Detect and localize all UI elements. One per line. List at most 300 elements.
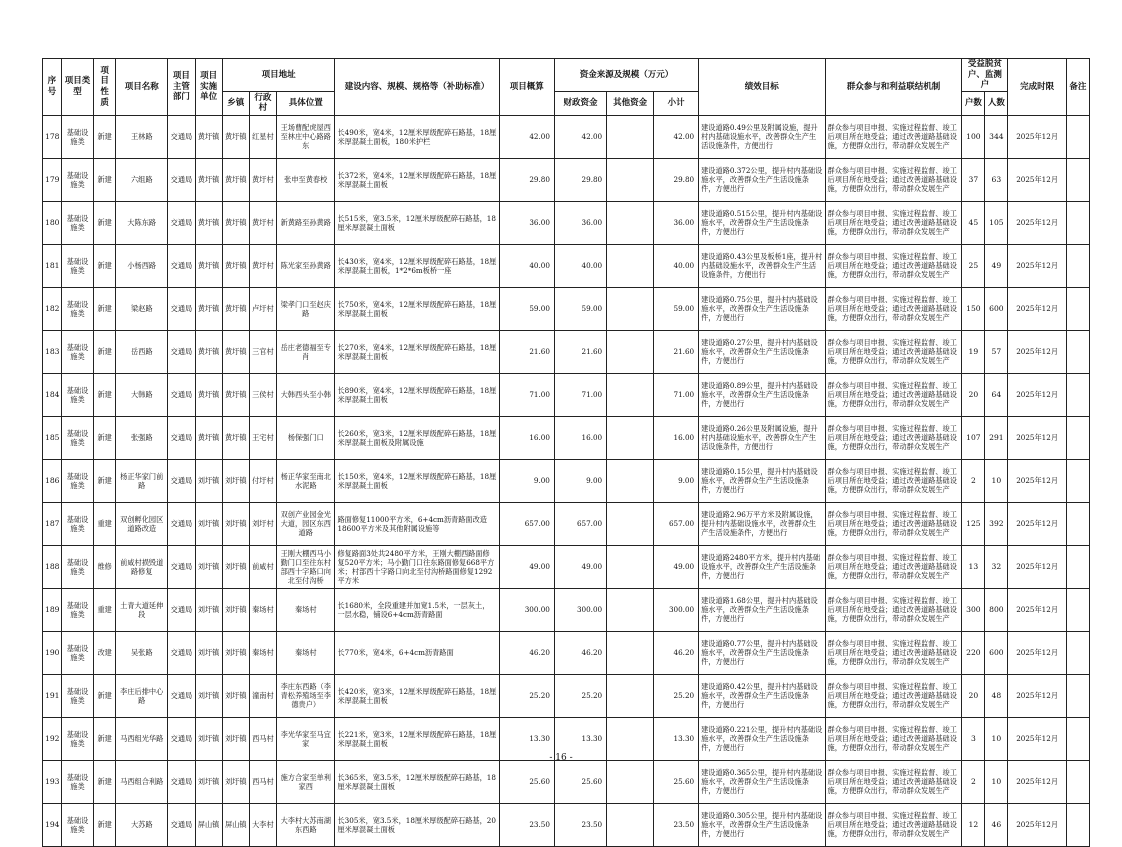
cell-town: 黄圩镇 xyxy=(222,416,249,459)
cell-people: 49 xyxy=(985,244,1008,287)
cell-seq: 180 xyxy=(43,201,62,244)
col-name: 项目名称 xyxy=(116,59,168,116)
cell-nature: 新建 xyxy=(94,244,116,287)
cell-people: 48 xyxy=(985,674,1008,717)
cell-goal: 建设道路0.77公里，提升村内基础设施水平，改善群众生产生活设施条件，方便出行 xyxy=(699,631,825,674)
cell-people: 32 xyxy=(985,545,1008,588)
cell-name: 李庄后排中心路 xyxy=(116,674,168,717)
cell-town: 刘圩镇 xyxy=(222,588,249,631)
table-row xyxy=(43,201,1090,244)
cell-dept: 交通局 xyxy=(168,588,195,631)
cell-mechanism: 群众参与项目申报、实施过程监督、竣工后项目所在地受益；通过改善道路基础设施，方便群众出行，带动群众发展生产 xyxy=(825,459,962,502)
cell-budget: 71.00 xyxy=(499,373,554,416)
cell-village: 前咸村 xyxy=(249,545,276,588)
cell-completion: 2025年12月 xyxy=(1008,502,1067,545)
cell-town: 刘圩镇 xyxy=(222,459,249,502)
cell-goal: 建设道路0.515公里，提升村内基础设施水平，改善群众生产生活设施条件，方便出行 xyxy=(699,201,825,244)
cell-goal: 建设道路0.42公里，提升村内基础设施水平，改善群众生产生活设施条件，方便出行 xyxy=(699,674,825,717)
cell-remark xyxy=(1066,674,1089,717)
table-row xyxy=(43,502,1090,545)
cell-mechanism: 群众参与项目申报、实施过程监督、竣工后项目所在地受益；通过改善道路基础设施，方便群众出行，带动群众发展生产 xyxy=(825,115,962,158)
cell-town: 黄圩镇 xyxy=(222,158,249,201)
cell-impl: 刘圩镇 xyxy=(195,674,222,717)
cell-other xyxy=(607,674,654,717)
cell-village: 付圩村 xyxy=(249,459,276,502)
cell-village: 潼南村 xyxy=(249,674,276,717)
cell-households: 3 xyxy=(962,717,985,760)
table-row xyxy=(43,803,1090,846)
col-goal: 绩效目标 xyxy=(699,59,825,116)
cell-town: 刘圩镇 xyxy=(222,545,249,588)
col-completion: 完成时限 xyxy=(1008,59,1067,116)
cell-other xyxy=(607,760,654,803)
col-other: 其他资金 xyxy=(607,91,654,115)
cell-other xyxy=(607,287,654,330)
cell-households: 12 xyxy=(962,803,985,846)
cell-nature: 新建 xyxy=(94,201,116,244)
cell-households: 220 xyxy=(962,631,985,674)
col-address: 项目地址 xyxy=(222,59,335,92)
cell-other xyxy=(607,803,654,846)
cell-nature: 维修 xyxy=(94,545,116,588)
cell-other xyxy=(607,545,654,588)
cell-households: 100 xyxy=(962,115,985,158)
cell-subtotal: 46.20 xyxy=(654,631,699,674)
cell-village: 西马村 xyxy=(249,760,276,803)
cell-budget: 300.00 xyxy=(499,588,554,631)
cell-households: 150 xyxy=(962,287,985,330)
cell-content: 长150米，宽4米，12厘米厚级配碎石路基，18厘米厚混凝土面板 xyxy=(335,459,499,502)
cell-location: 岳庄老德福至专肖 xyxy=(276,330,335,373)
table-row xyxy=(43,244,1090,287)
cell-remark xyxy=(1066,287,1089,330)
cell-dept: 交通局 xyxy=(168,631,195,674)
cell-other xyxy=(607,502,654,545)
cell-people: 291 xyxy=(985,416,1008,459)
cell-completion: 2025年12月 xyxy=(1008,416,1067,459)
cell-content: 长1680米，全段重建并加宽1.5米，一层灰土，一层水稳，铺设6+4cm沥青路面 xyxy=(335,588,499,631)
cell-completion: 2025年12月 xyxy=(1008,201,1067,244)
cell-dept: 交通局 xyxy=(168,244,195,287)
cell-nature: 新建 xyxy=(94,287,116,330)
cell-type: 基础设施类 xyxy=(61,803,93,846)
cell-type: 基础设施类 xyxy=(61,502,93,545)
cell-people: 46 xyxy=(985,803,1008,846)
cell-subtotal: 21.60 xyxy=(654,330,699,373)
cell-nature: 新建 xyxy=(94,459,116,502)
cell-nature: 新建 xyxy=(94,674,116,717)
cell-town: 刘圩镇 xyxy=(222,760,249,803)
cell-dept: 交通局 xyxy=(168,416,195,459)
cell-impl: 刘圩镇 xyxy=(195,631,222,674)
cell-location: 王刚大棚西马小勤门口至往东村部西十字路口向北至付沟桥 xyxy=(276,545,335,588)
cell-people: 57 xyxy=(985,330,1008,373)
cell-goal: 建设道路1.68公里，提升村内基础设施水平，改善群众生产生活设施条件，方便出行 xyxy=(699,588,825,631)
cell-subtotal: 657.00 xyxy=(654,502,699,545)
table-row xyxy=(43,373,1090,416)
cell-fiscal: 59.00 xyxy=(554,287,606,330)
cell-subtotal: 29.80 xyxy=(654,158,699,201)
cell-goal: 建设道路0.49公里及附属设施，提升村内基础设施水平，改善群众生产生活设施条件，方便出行 xyxy=(699,115,825,158)
cell-mechanism: 群众参与项目申报、实施过程监督、竣工后项目所在地受益；通过改善道路基础设施，方便群众出行，带动群众发展生产 xyxy=(825,158,962,201)
cell-type: 基础设施类 xyxy=(61,717,93,760)
table-row xyxy=(43,631,1090,674)
cell-town: 黄圩镇 xyxy=(222,115,249,158)
table-row xyxy=(43,287,1090,330)
cell-seq: 192 xyxy=(43,717,62,760)
cell-remark xyxy=(1066,201,1089,244)
cell-other xyxy=(607,416,654,459)
cell-budget: 49.00 xyxy=(499,545,554,588)
cell-fiscal: 300.00 xyxy=(554,588,606,631)
cell-name: 岳西路 xyxy=(116,330,168,373)
cell-households: 37 xyxy=(962,158,985,201)
cell-goal: 建设道路0.365公里，提升村内基础设施水平，改善群众生产生活设施条件，方便出行 xyxy=(699,760,825,803)
cell-subtotal: 25.60 xyxy=(654,760,699,803)
col-beneficiary: 受益脱贫户、监测户 xyxy=(962,59,1008,92)
cell-goal: 建设道路2.96万平方米及附属设施，提升村内基础设施水平，改善群众生产生活设施条件，方便出行 xyxy=(699,502,825,545)
cell-seq: 191 xyxy=(43,674,62,717)
table-row xyxy=(43,158,1090,201)
cell-seq: 190 xyxy=(43,631,62,674)
cell-fiscal: 23.50 xyxy=(554,803,606,846)
cell-impl: 屏山镇 xyxy=(195,803,222,846)
cell-village: 三官村 xyxy=(249,330,276,373)
cell-dept: 交通局 xyxy=(168,760,195,803)
cell-name: 梁赵路 xyxy=(116,287,168,330)
cell-goal: 建设道路0.15公里，提升村内基础设施水平，改善群众生产生活设施条件，方便出行 xyxy=(699,459,825,502)
cell-people: 10 xyxy=(985,760,1008,803)
cell-name: 六组路 xyxy=(116,158,168,201)
cell-name: 前咸村损毁道路修复 xyxy=(116,545,168,588)
cell-mechanism: 群众参与项目申报、实施过程监督、竣工后项目所在地受益；通过改善道路基础设施，方便群众出行，带动群众发展生产 xyxy=(825,717,962,760)
cell-mechanism: 群众参与项目申报、实施过程监督、竣工后项目所在地受益；通过改善道路基础设施，方便群众出行，带动群众发展生产 xyxy=(825,201,962,244)
cell-content: 长305米，宽3.5米，18厘米厚级配碎石路基，20厘米厚混凝土面板 xyxy=(335,803,499,846)
cell-households: 125 xyxy=(962,502,985,545)
cell-mechanism: 群众参与项目申报、实施过程监督、竣工后项目所在地受益；通过改善道路基础设施，方便群众出行，带动群众发展生产 xyxy=(825,502,962,545)
cell-impl: 刘圩镇 xyxy=(195,760,222,803)
cell-mechanism: 群众参与项目申报、实施过程监督、竣工后项目所在地受益；通过改善道路基础设施，方便群众出行，带动群众发展生产 xyxy=(825,631,962,674)
cell-content: 修复路面3处共2480平方米，王刚大棚西路面修复520平方米；马小勤门口往东路面修复668平方米；村部西十字路口向北至付沟桥路面修复1292平方米 xyxy=(335,545,499,588)
col-village: 行政村 xyxy=(249,91,276,115)
cell-goal: 建设道路0.305公里，提升村内基础设施水平，改善群众生产生活设施条件，方便出行 xyxy=(699,803,825,846)
cell-goal: 建设道路0.27公里，提升村内基础设施水平，改善群众生产生活设施条件，方便出行 xyxy=(699,330,825,373)
cell-budget: 16.00 xyxy=(499,416,554,459)
cell-content: 长890米，宽4米，12厘米厚级配碎石路基，18厘米厚混凝土面板 xyxy=(335,373,499,416)
cell-nature: 新建 xyxy=(94,330,116,373)
cell-fiscal: 25.20 xyxy=(554,674,606,717)
cell-impl: 黄圩镇 xyxy=(195,373,222,416)
cell-seq: 185 xyxy=(43,416,62,459)
cell-dept: 交通局 xyxy=(168,502,195,545)
cell-town: 刘圩镇 xyxy=(222,631,249,674)
cell-impl: 刘圩镇 xyxy=(195,459,222,502)
cell-budget: 13.30 xyxy=(499,717,554,760)
cell-completion: 2025年12月 xyxy=(1008,373,1067,416)
cell-budget: 40.00 xyxy=(499,244,554,287)
cell-town: 刘圩镇 xyxy=(222,674,249,717)
cell-impl: 刘圩镇 xyxy=(195,588,222,631)
cell-content: 长260米，宽3米，12厘米厚级配碎石路基，18厘米厚混凝土面板及附属设施 xyxy=(335,416,499,459)
cell-households: 19 xyxy=(962,330,985,373)
cell-households: 20 xyxy=(962,674,985,717)
cell-goal: 建设道路0.221公里，提升村内基础设施水平，改善群众生产生活设施条件，方便出行 xyxy=(699,717,825,760)
cell-impl: 黄圩镇 xyxy=(195,330,222,373)
page-number: - 16 - xyxy=(549,753,573,763)
cell-town: 屏山镇 xyxy=(222,803,249,846)
cell-impl: 刘圩镇 xyxy=(195,502,222,545)
cell-subtotal: 36.00 xyxy=(654,201,699,244)
cell-location: 双创产业园金光大道，园区东西道路 xyxy=(276,502,335,545)
cell-mechanism: 群众参与项目申报、实施过程监督、竣工后项目所在地受益；通过改善道路基础设施，方便群众出行，带动群众发展生产 xyxy=(825,588,962,631)
cell-mechanism: 群众参与项目申报、实施过程监督、竣工后项目所在地受益；通过改善道路基础设施，方便群众出行，带动群众发展生产 xyxy=(825,373,962,416)
cell-completion: 2025年12月 xyxy=(1008,244,1067,287)
cell-name: 张强路 xyxy=(116,416,168,459)
cell-type: 基础设施类 xyxy=(61,201,93,244)
cell-budget: 42.00 xyxy=(499,115,554,158)
cell-households: 2 xyxy=(962,459,985,502)
cell-completion: 2025年12月 xyxy=(1008,330,1067,373)
cell-completion: 2025年12月 xyxy=(1008,674,1067,717)
cell-people: 10 xyxy=(985,717,1008,760)
cell-remark xyxy=(1066,760,1089,803)
cell-subtotal: 49.00 xyxy=(654,545,699,588)
cell-village: 王宅村 xyxy=(249,416,276,459)
cell-type: 基础设施类 xyxy=(61,459,93,502)
cell-people: 600 xyxy=(985,287,1008,330)
cell-remark xyxy=(1066,373,1089,416)
cell-remark xyxy=(1066,803,1089,846)
cell-goal: 建设道路0.89公里，提升村内基础设施水平，改善群众生产生活设施条件，方便出行 xyxy=(699,373,825,416)
cell-location: 大李村大苏南湖东西路 xyxy=(276,803,335,846)
cell-dept: 交通局 xyxy=(168,459,195,502)
cell-completion: 2025年12月 xyxy=(1008,287,1067,330)
cell-remark xyxy=(1066,416,1089,459)
cell-other xyxy=(607,201,654,244)
cell-content: 长221米，宽3米，12厘米厚级配碎石路基，18厘米厚混凝土面板 xyxy=(335,717,499,760)
cell-location: 杨正华家至南北水泥路 xyxy=(276,459,335,502)
cell-seq: 181 xyxy=(43,244,62,287)
cell-nature: 新建 xyxy=(94,158,116,201)
cell-dept: 交通局 xyxy=(168,330,195,373)
cell-other xyxy=(607,373,654,416)
cell-dept: 交通局 xyxy=(168,373,195,416)
cell-type: 基础设施类 xyxy=(61,115,93,158)
cell-subtotal: 16.00 xyxy=(654,416,699,459)
cell-goal: 建设道路2480平方米，提升村内基础设施水平，改善群众生产生活设施条件，方便出行 xyxy=(699,545,825,588)
cell-fiscal: 25.60 xyxy=(554,760,606,803)
cell-village: 大李村 xyxy=(249,803,276,846)
cell-fiscal: 13.30 xyxy=(554,717,606,760)
col-impl: 项目实施单位 xyxy=(195,59,222,116)
cell-budget: 59.00 xyxy=(499,287,554,330)
cell-content: 长515米，宽3.5米，12厘米厚级配碎石路基，18厘米厚混凝土面板 xyxy=(335,201,499,244)
cell-subtotal: 300.00 xyxy=(654,588,699,631)
col-fiscal: 财政资金 xyxy=(554,91,606,115)
col-mechanism: 群众参与和利益联结机制 xyxy=(825,59,962,116)
cell-people: 63 xyxy=(985,158,1008,201)
cell-completion: 2025年12月 xyxy=(1008,803,1067,846)
cell-goal: 建设道路0.372公里，提升村内基础设施水平，改善群众生产生活设施条件，方便出行 xyxy=(699,158,825,201)
cell-content: 长420米，宽3米，12厘米厚级配碎石路基，18厘米厚混凝土面板 xyxy=(335,674,499,717)
cell-mechanism: 群众参与项目申报、实施过程监督、竣工后项目所在地受益；通过改善道路基础设施，方便群众出行，带动群众发展生产 xyxy=(825,803,962,846)
cell-remark xyxy=(1066,115,1089,158)
cell-remark xyxy=(1066,244,1089,287)
table-row xyxy=(43,545,1090,588)
cell-name: 马西组光华路 xyxy=(116,717,168,760)
cell-dept: 交通局 xyxy=(168,803,195,846)
cell-impl: 刘圩镇 xyxy=(195,545,222,588)
cell-seq: 186 xyxy=(43,459,62,502)
cell-village: 秦场村 xyxy=(249,631,276,674)
cell-fiscal: 46.20 xyxy=(554,631,606,674)
cell-name: 大韩路 xyxy=(116,373,168,416)
cell-subtotal: 13.30 xyxy=(654,717,699,760)
cell-name: 王林路 xyxy=(116,115,168,158)
cell-village: 秦场村 xyxy=(249,588,276,631)
cell-name: 吴张路 xyxy=(116,631,168,674)
cell-people: 10 xyxy=(985,459,1008,502)
col-nature: 项目性质 xyxy=(94,59,116,116)
cell-subtotal: 23.50 xyxy=(654,803,699,846)
cell-location: 王场曹配虎屋西至林庄中心路路东 xyxy=(276,115,335,158)
cell-remark xyxy=(1066,459,1089,502)
cell-type: 基础设施类 xyxy=(61,287,93,330)
cell-impl: 黄圩镇 xyxy=(195,287,222,330)
col-seq: 序号 xyxy=(43,59,62,116)
cell-village: 西马村 xyxy=(249,717,276,760)
col-funds: 资金来源及规模（万元） xyxy=(554,59,698,92)
cell-location: 大韩西头至小韩 xyxy=(276,373,335,416)
cell-other xyxy=(607,459,654,502)
cell-households: 2 xyxy=(962,760,985,803)
cell-type: 基础设施类 xyxy=(61,244,93,287)
cell-households: 13 xyxy=(962,545,985,588)
cell-location: 新黄路至孙黄路 xyxy=(276,201,335,244)
cell-nature: 重建 xyxy=(94,588,116,631)
cell-type: 基础设施类 xyxy=(61,545,93,588)
cell-location: 梁孝门口至赵庆路 xyxy=(276,287,335,330)
col-content: 建设内容、规模、规格等（补助标准） xyxy=(335,59,499,116)
cell-remark xyxy=(1066,330,1089,373)
cell-type: 基础设施类 xyxy=(61,330,93,373)
cell-fiscal: 16.00 xyxy=(554,416,606,459)
cell-completion: 2025年12月 xyxy=(1008,545,1067,588)
cell-subtotal: 9.00 xyxy=(654,459,699,502)
cell-town: 黄圩镇 xyxy=(222,330,249,373)
cell-seq: 182 xyxy=(43,287,62,330)
cell-dept: 交通局 xyxy=(168,717,195,760)
cell-village: 黄圩村 xyxy=(249,158,276,201)
cell-impl: 黄圩镇 xyxy=(195,416,222,459)
cell-other xyxy=(607,631,654,674)
cell-impl: 刘圩镇 xyxy=(195,717,222,760)
cell-remark xyxy=(1066,631,1089,674)
table-row xyxy=(43,459,1090,502)
cell-households: 45 xyxy=(962,201,985,244)
cell-location: 杨保强门口 xyxy=(276,416,335,459)
cell-name: 双创孵化园区道路改造 xyxy=(116,502,168,545)
cell-other xyxy=(607,115,654,158)
cell-location: 施方合家至单利家西 xyxy=(276,760,335,803)
cell-name: 小杨西路 xyxy=(116,244,168,287)
cell-seq: 194 xyxy=(43,803,62,846)
cell-content: 路面修复11000平方米，6+4cm沥青路面改造18600平方米及其他附属设施等 xyxy=(335,502,499,545)
cell-goal: 建设道路0.43公里及板桥1座，提升村内基础设施水平，改善群众生产生活设施条件，方便出行 xyxy=(699,244,825,287)
cell-content: 长770米，宽4米，6+4cm沥青路面 xyxy=(335,631,499,674)
cell-completion: 2025年12月 xyxy=(1008,459,1067,502)
cell-impl: 黄圩镇 xyxy=(195,201,222,244)
cell-fiscal: 21.60 xyxy=(554,330,606,373)
cell-dept: 交通局 xyxy=(168,545,195,588)
cell-remark xyxy=(1066,588,1089,631)
cell-budget: 23.50 xyxy=(499,803,554,846)
cell-people: 392 xyxy=(985,502,1008,545)
cell-village: 红星村 xyxy=(249,115,276,158)
cell-people: 800 xyxy=(985,588,1008,631)
cell-completion: 2025年12月 xyxy=(1008,631,1067,674)
cell-town: 黄圩镇 xyxy=(222,373,249,416)
cell-seq: 188 xyxy=(43,545,62,588)
cell-town: 刘圩镇 xyxy=(222,502,249,545)
cell-town: 黄圩镇 xyxy=(222,244,249,287)
cell-location: 陈光家至孙黄路 xyxy=(276,244,335,287)
cell-nature: 新建 xyxy=(94,115,116,158)
cell-budget: 21.60 xyxy=(499,330,554,373)
cell-type: 基础设施类 xyxy=(61,373,93,416)
cell-people: 344 xyxy=(985,115,1008,158)
cell-households: 20 xyxy=(962,373,985,416)
cell-seq: 187 xyxy=(43,502,62,545)
cell-completion: 2025年12月 xyxy=(1008,158,1067,201)
cell-fiscal: 71.00 xyxy=(554,373,606,416)
cell-goal: 建设道路0.75公里，提升村内基础设施水平，改善群众生产生活设施条件，方便出行 xyxy=(699,287,825,330)
col-town: 乡镇 xyxy=(222,91,249,115)
cell-fiscal: 657.00 xyxy=(554,502,606,545)
table-row xyxy=(43,330,1090,373)
cell-nature: 新建 xyxy=(94,760,116,803)
cell-people: 64 xyxy=(985,373,1008,416)
table-row xyxy=(43,115,1090,158)
cell-type: 基础设施类 xyxy=(61,674,93,717)
cell-subtotal: 25.20 xyxy=(654,674,699,717)
cell-other xyxy=(607,158,654,201)
cell-budget: 46.20 xyxy=(499,631,554,674)
cell-village: 卢圩村 xyxy=(249,287,276,330)
cell-remark xyxy=(1066,502,1089,545)
cell-nature: 新建 xyxy=(94,803,116,846)
table-body xyxy=(43,115,1090,846)
cell-subtotal: 42.00 xyxy=(654,115,699,158)
col-type: 项目类型 xyxy=(61,59,93,116)
cell-village: 刘圩村 xyxy=(249,502,276,545)
cell-other xyxy=(607,330,654,373)
col-remark: 备注 xyxy=(1066,59,1089,116)
cell-seq: 193 xyxy=(43,760,62,803)
table-row xyxy=(43,588,1090,631)
cell-seq: 178 xyxy=(43,115,62,158)
cell-completion: 2025年12月 xyxy=(1008,760,1067,803)
cell-subtotal: 40.00 xyxy=(654,244,699,287)
cell-people: 105 xyxy=(985,201,1008,244)
cell-subtotal: 59.00 xyxy=(654,287,699,330)
cell-households: 107 xyxy=(962,416,985,459)
cell-type: 基础设施类 xyxy=(61,760,93,803)
cell-fiscal: 29.80 xyxy=(554,158,606,201)
cell-goal: 建设道路0.26公里及附属设施，提升村内基础设施水平，改善群众生产生活设施条件，方便出行 xyxy=(699,416,825,459)
cell-nature: 改建 xyxy=(94,631,116,674)
cell-type: 基础设施类 xyxy=(61,416,93,459)
